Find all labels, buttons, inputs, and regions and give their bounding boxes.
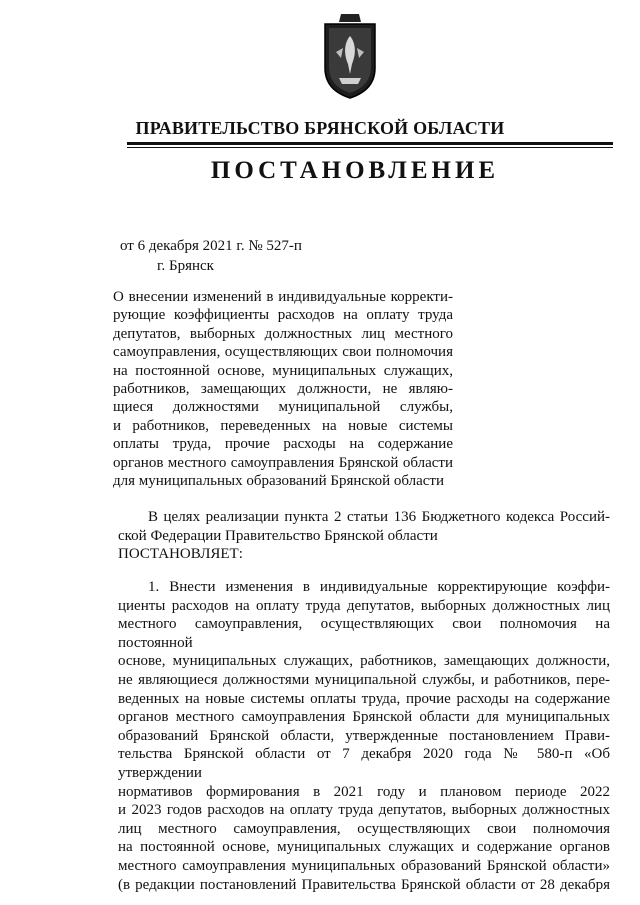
item-line: веденных на новые системы оплаты труда, прочие расходы на содержание bbox=[118, 690, 610, 707]
item-line: местного самоуправления муниципальных образований Брянской области» bbox=[118, 857, 610, 874]
subject-line: и работников, переведенных на новые системы bbox=[113, 417, 453, 434]
resolution-keyword: ПОСТАНОВЛЯЕТ: bbox=[118, 546, 243, 563]
subject-line: на постоянной основе, муниципальных служащих, bbox=[113, 362, 453, 379]
item-line: местного самоуправления, осуществляющих свои полномочия на постоянной bbox=[118, 616, 610, 651]
city: г. Брянск bbox=[157, 258, 214, 274]
item-line: нормативов формирования в 2021 году и плановом периоде 2022 bbox=[118, 783, 610, 800]
organization-name: ПРАВИТЕЛЬСТВО БРЯНСКОЙ ОБЛАСТИ bbox=[135, 118, 505, 138]
header-divider-thick bbox=[127, 142, 613, 145]
item-line: образований Брянской области, утвержденные постановлением Прави- bbox=[118, 727, 610, 744]
subject-line: рующие коэффициенты расходов на оплату труда bbox=[113, 307, 453, 324]
preamble-line: В целях реализации пункта 2 статьи 136 Бюджетного кодекса Россий- bbox=[148, 509, 610, 525]
subject-line: для муниципальных образований Брянской области bbox=[113, 473, 445, 490]
item-line: (в редакции постановлений Правительства Брянской области от 28 декабря bbox=[118, 876, 610, 893]
subject-line: работников, замещающих должности, не являю- bbox=[113, 381, 453, 398]
subject-line: щиеся должностями муниципальной службы, bbox=[113, 399, 453, 416]
subject-line: органов местного самоуправления Брянской области bbox=[113, 454, 453, 471]
item-line: лиц местного самоуправления, осуществляющих свои полномочия bbox=[118, 820, 610, 837]
item-line: циенты расходов на оплату труда депутатов, выборных должностных лиц bbox=[118, 597, 610, 614]
document-type-title: ПОСТАНОВЛЕНИЕ bbox=[210, 157, 500, 184]
item-line: не являющиеся должностями муниципальной службы, и работников, пере- bbox=[118, 671, 610, 688]
item-line: 1. Внести изменения в индивидуальные корректирующие коэффи- bbox=[148, 579, 610, 595]
item-line: тельства Брянской области от 7 декабря 2020 года № 580-п «Об утверждении bbox=[118, 746, 610, 781]
item-line: и 2023 годов расходов на оплату труда депутатов, выборных должностных bbox=[118, 802, 610, 819]
subject-line: О внесении изменений в индивидуальные корректи- bbox=[113, 289, 453, 305]
header-divider-thin bbox=[127, 147, 613, 148]
date-and-number: от 6 декабря 2021 г. № 527-п bbox=[120, 238, 302, 254]
subject-line: депутатов, выборных должностных лиц местного bbox=[113, 325, 453, 342]
item-1-paragraph bbox=[118, 578, 610, 894]
coat-of-arms-icon bbox=[321, 12, 379, 100]
subject-line: оплаты труда, прочие расходы на содержание bbox=[113, 436, 453, 453]
item-line: основе, муниципальных служащих, работников, замещающих должности, bbox=[118, 653, 610, 670]
preamble-line: ской Федерации Правительство Брянской области bbox=[118, 527, 438, 544]
item-line: на постоянной основе, муниципальных служащих и содержание органов bbox=[118, 839, 610, 856]
item-line: органов местного самоуправления Брянской области для муниципальных bbox=[118, 709, 610, 726]
subject-line: самоуправления, осуществляющих свои полномочия bbox=[113, 344, 453, 361]
document-subject bbox=[113, 288, 453, 490]
preamble-paragraph bbox=[118, 508, 610, 564]
